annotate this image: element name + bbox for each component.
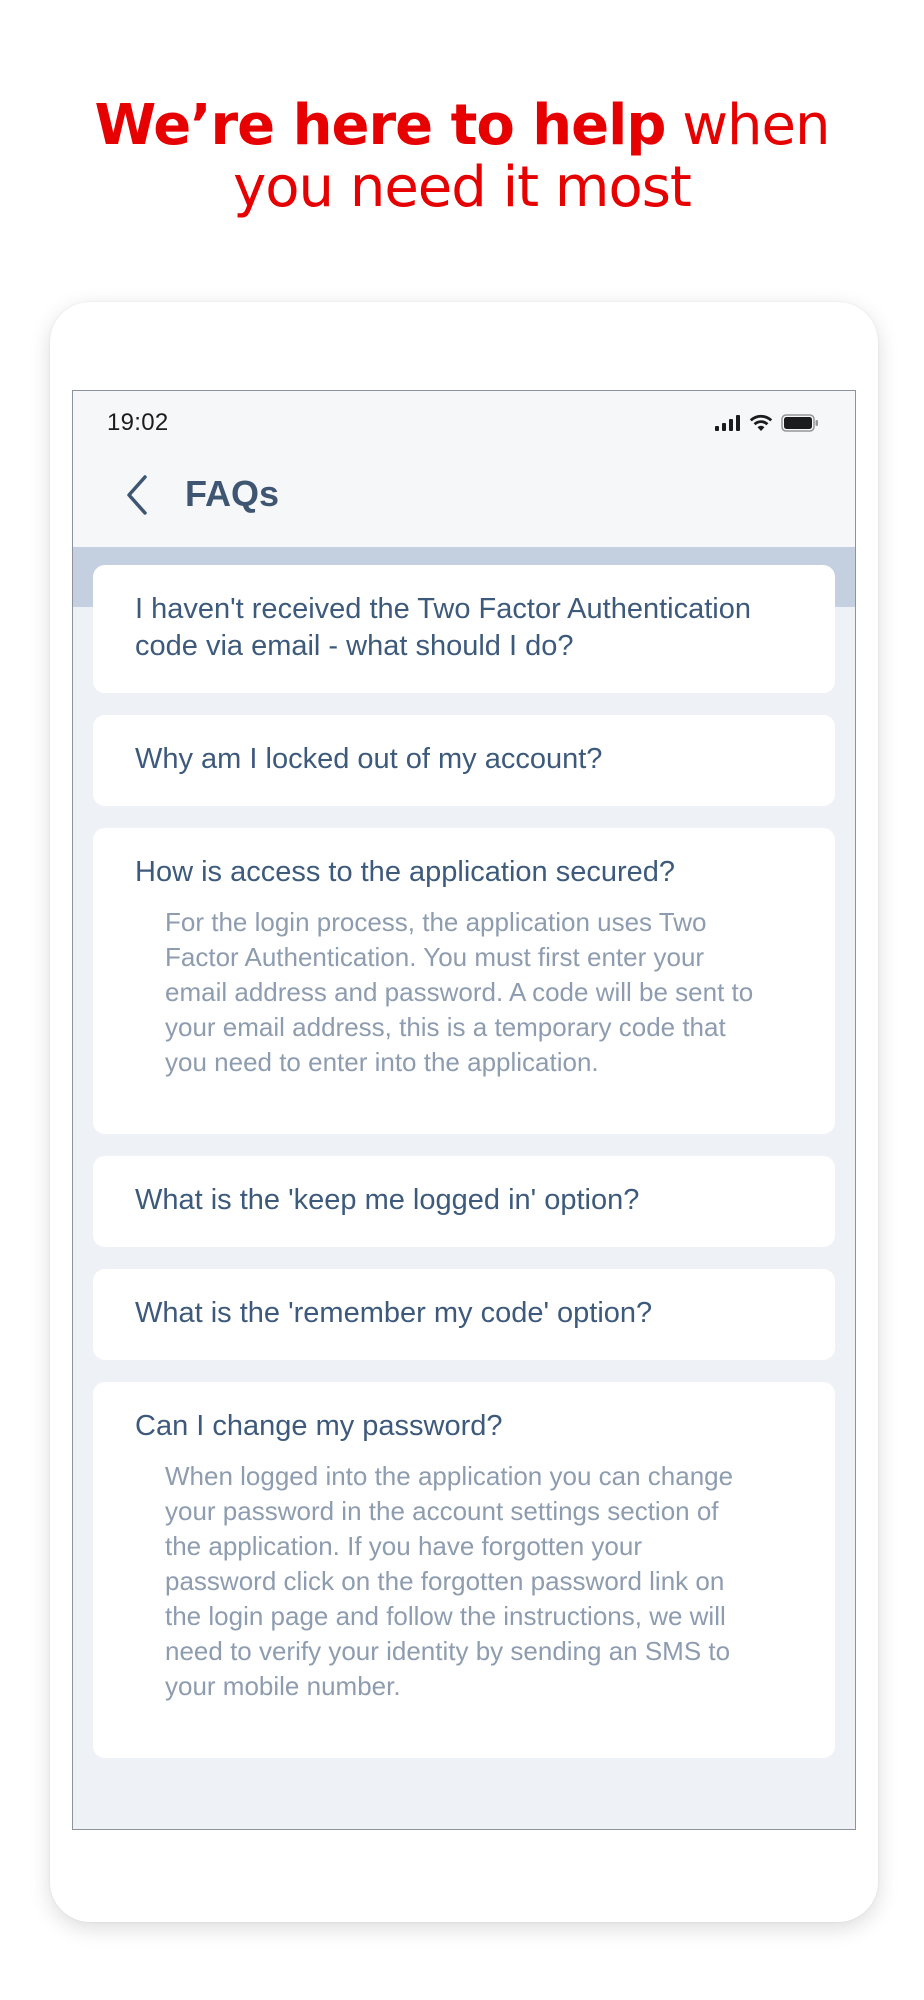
faq-answer: For the login process, the application uses Two Factor Authentication. You must first enter your email address and password. A code will be sent to your email address, this is a temporary code that you need to enter into the application. (165, 907, 754, 1077)
battery-icon (781, 414, 819, 432)
status-bar (73, 391, 855, 443)
app-screen (72, 390, 856, 1830)
faq-list (93, 565, 835, 1780)
headline-line-1 (0, 95, 924, 157)
faq-item[interactable] (93, 715, 835, 806)
faq-question: Why am I locked out of my account? (135, 743, 603, 775)
faq-item[interactable] (93, 1269, 835, 1360)
faq-item-expanded[interactable] (93, 828, 835, 1134)
headline-line-2: you need it most (233, 155, 691, 220)
faq-question: I haven't received the Two Factor Authentication code via email - what should I do? (135, 593, 751, 662)
nav-bar (73, 443, 855, 547)
faq-question: Can I change my password? (135, 1410, 503, 1442)
chevron-left-icon (125, 474, 149, 516)
page-title: FAQs (185, 473, 280, 514)
faq-item-expanded[interactable] (93, 1382, 835, 1758)
back-button[interactable] (117, 465, 157, 525)
faq-question: How is access to the application secured? (135, 856, 676, 888)
faq-item[interactable] (93, 565, 835, 693)
faq-answer: When logged into the application you can change your password in the account settings section of the application. If you have forgotten your password click on the forgotten password link on the login page and follow the instructions, we will need to verify your identity by sending an SMS to your mobile number. (165, 1461, 734, 1701)
headline-bold-text: We’re here to help (94, 93, 666, 158)
signal-icon (715, 415, 741, 431)
wifi-icon (749, 414, 773, 432)
faq-question: What is the 'remember my code' option? (135, 1297, 653, 1329)
faq-question: What is the 'keep me logged in' option? (135, 1184, 640, 1216)
promo-headline (0, 95, 924, 219)
headline-light-text: when (665, 93, 830, 158)
status-icons (715, 413, 819, 433)
status-time: 19:02 (107, 409, 169, 436)
faq-item[interactable] (93, 1156, 835, 1247)
